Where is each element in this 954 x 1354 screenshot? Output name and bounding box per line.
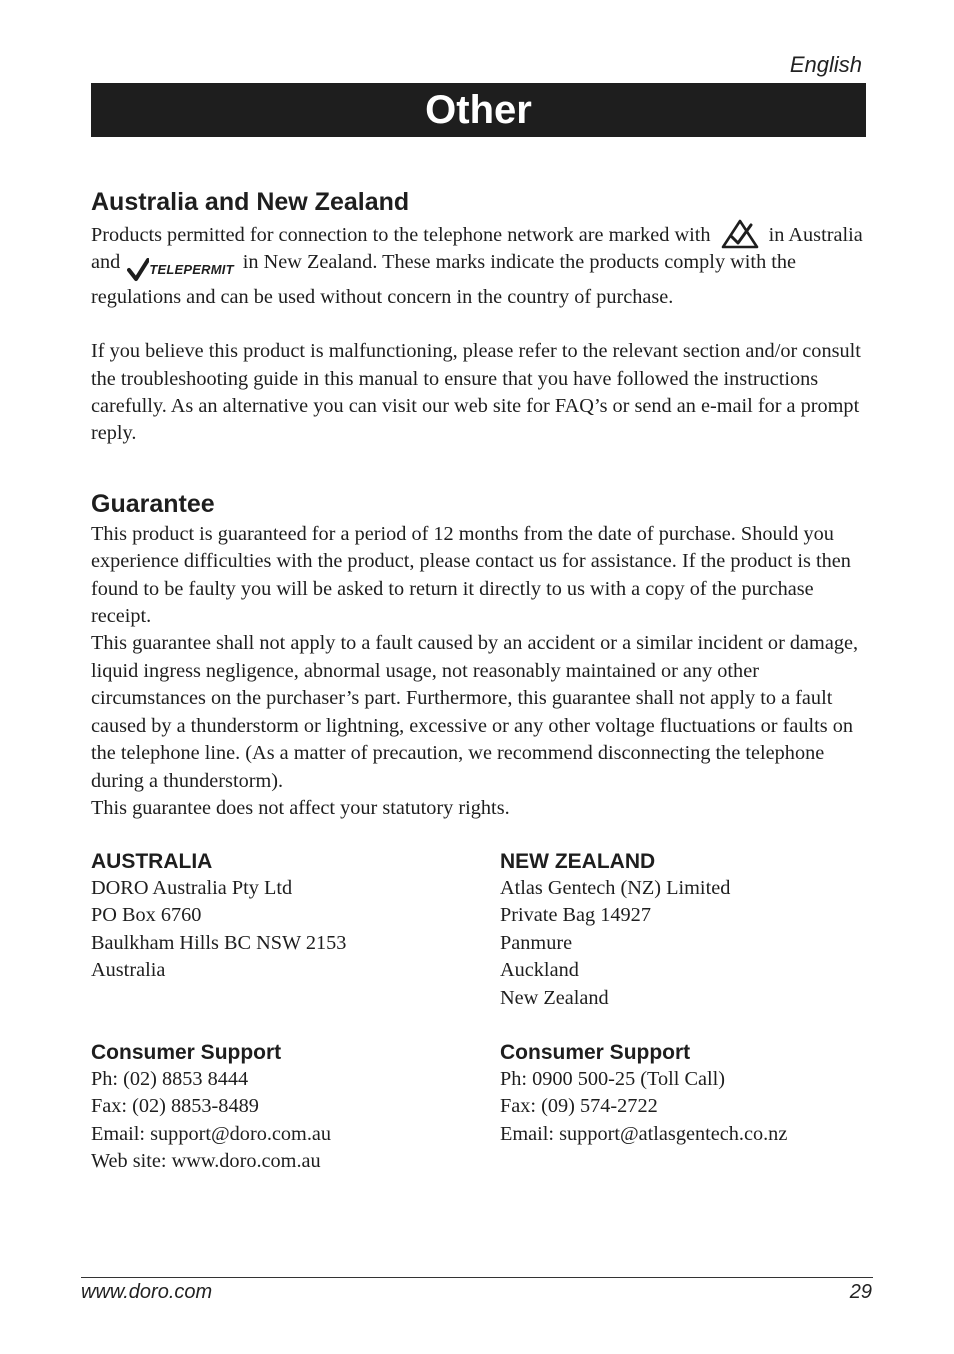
australia-address-line: DORO Australia Pty Ltd	[91, 877, 293, 899]
australia-support-heading: Consumer Support	[91, 1041, 282, 1064]
page-title-bar	[91, 83, 866, 137]
australia-website: Web site: www.doro.com.au	[91, 1150, 321, 1173]
new-zealand-consumer-support	[500, 1039, 787, 1148]
australia-address-line: Australia	[91, 959, 166, 982]
new-zealand-address-line: New Zealand	[500, 986, 609, 1009]
anz-p1-text-2: in Australia and	[91, 224, 863, 274]
section-guarantee	[91, 488, 866, 822]
new-zealand-support-heading: Consumer Support	[500, 1041, 691, 1064]
australia-email: Email: support@doro.com.au	[91, 1122, 332, 1145]
australia-fax: Fax: (02) 8853-8489	[91, 1095, 259, 1118]
new-zealand-address-line: Atlas Gentech (NZ) Limited	[500, 877, 731, 899]
australia-consumer-support	[91, 1039, 331, 1176]
section-australia-new-zealand	[91, 186, 866, 448]
anz-p1-text-3: in New Zealand. These marks indicate the products comply with the regulations and can be used without concern in the country of purchase.	[91, 251, 797, 308]
guarantee-paragraph-2: This guarantee shall not apply to a fault caused by an accident or a similar incident or damage, liquid ingress negligence, abnormal usage, not reasonably maintained or any other circumstances on the purchaser’s part. Furthermore, this guarantee shall not apply to a fault caused by a thunderstorm or lightning, excessive or any other voltage fluctuations or faults on the telephone line. (As a matter of precaution, we recommend disconnecting the telephone during a thunderstorm).	[91, 632, 859, 792]
section-heading-anz: Australia and New Zealand	[91, 188, 410, 216]
new-zealand-heading: NEW ZEALAND	[500, 850, 656, 873]
telepermit-label: TELEPERMIT	[149, 262, 234, 278]
new-zealand-address-line: Panmure	[500, 931, 573, 954]
new-zealand-phone: Ph: 0900 500-25 (Toll Call)	[500, 1068, 726, 1090]
new-zealand-fax: Fax: (09) 574-2722	[500, 1095, 658, 1118]
australia-address-line: Baulkham Hills BC NSW 2153	[91, 931, 347, 954]
language-label: English	[789, 52, 862, 77]
australia-address-line: PO Box 6760	[91, 904, 202, 927]
rcm-compliance-mark-icon	[720, 219, 760, 249]
australia-phone: Ph: (02) 8853 8444	[91, 1068, 249, 1090]
new-zealand-address-line: Private Bag 14927	[500, 904, 651, 927]
page-title: Other	[425, 88, 532, 132]
section-heading-guarantee: Guarantee	[91, 489, 215, 518]
contact-new-zealand	[500, 848, 880, 1145]
main-content	[91, 186, 866, 822]
anz-p1-text-1: Products permitted for connection to the telephone network are marked with	[91, 224, 711, 246]
footer-divider	[81, 1277, 873, 1278]
guarantee-paragraph-1: This product is guaranteed for a period of 12 months from the date of purchase. Should you experience difficulties with the product, please contact us for assistance. If the product is then found to be faulty you will be asked to return it directly to us with a copy of the purchase receipt.	[91, 522, 851, 628]
new-zealand-email: Email: support@atlasgentech.co.nz	[500, 1122, 788, 1145]
australia-heading: AUSTRALIA	[91, 850, 213, 873]
contact-australia	[91, 848, 471, 1173]
guarantee-paragraph-3: This guarantee does not affect your statutory rights.	[91, 796, 510, 819]
anz-paragraph-1	[91, 219, 866, 311]
telepermit-mark-icon	[127, 255, 233, 283]
anz-paragraph-2: If you believe this product is malfunctioning, please refer to the relevant section and/or consult the troubleshooting guide in this manual to ensure that you have followed the instructions carefully. As an alternative you can visit our web site for FAQ’s or send an e-mail for a prompt reply.	[91, 340, 861, 445]
new-zealand-address-line: Auckland	[500, 959, 579, 982]
page-number: 29	[849, 1281, 872, 1303]
footer-website: www.doro.com	[81, 1281, 213, 1303]
